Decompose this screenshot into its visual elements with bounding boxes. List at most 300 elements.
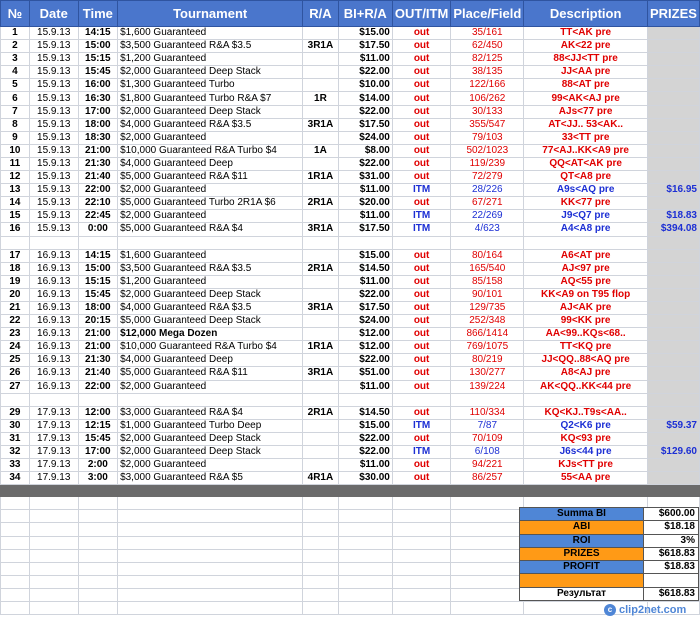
cell-out-itm[interactable]: out	[392, 288, 450, 301]
cell-time[interactable]: 3:00	[78, 472, 117, 485]
blank-cell[interactable]	[118, 236, 303, 249]
blank-cell[interactable]	[1, 236, 30, 249]
cell-tournament[interactable]: $4,000 Guaranteed Deep	[118, 354, 303, 367]
cell-prize[interactable]	[647, 406, 699, 419]
cell-description[interactable]: A9s<AQ pre	[524, 184, 648, 197]
cell-time[interactable]: 17:00	[78, 446, 117, 459]
cell-out-itm[interactable]: out	[392, 144, 450, 157]
cell-ra[interactable]	[303, 288, 338, 301]
cell-ra[interactable]: 2R1A	[303, 406, 338, 419]
cell-number[interactable]: 11	[1, 157, 30, 170]
cell-time[interactable]: 21:00	[78, 144, 117, 157]
empty-cell[interactable]	[392, 562, 450, 575]
cell-description[interactable]: A8<AJ pre	[524, 367, 648, 380]
cell-tournament[interactable]: $2,000 Guaranteed Deep Stack	[118, 432, 303, 445]
cell-time[interactable]: 0:00	[78, 223, 117, 236]
cell-buyin[interactable]: $12.00	[338, 328, 392, 341]
empty-cell[interactable]	[118, 602, 303, 615]
empty-cell[interactable]	[29, 523, 78, 536]
header-col-date[interactable]: Date	[29, 1, 78, 27]
cell-buyin[interactable]: $22.00	[338, 446, 392, 459]
cell-buyin[interactable]: $22.00	[338, 432, 392, 445]
cell-description[interactable]: JJ<QQ..88<AQ pre	[524, 354, 648, 367]
cell-date[interactable]: 15.9.13	[29, 53, 78, 66]
empty-cell[interactable]	[338, 523, 392, 536]
cell-place-field[interactable]: 866/1414	[451, 328, 524, 341]
cell-prize[interactable]	[647, 367, 699, 380]
cell-ra[interactable]: 2R1A	[303, 262, 338, 275]
empty-cell[interactable]	[451, 602, 524, 615]
cell-ra[interactable]: 2R1A	[303, 197, 338, 210]
cell-place-field[interactable]: 35/161	[451, 27, 524, 40]
cell-out-itm[interactable]: out	[392, 197, 450, 210]
cell-time[interactable]: 22:00	[78, 184, 117, 197]
cell-prize[interactable]	[647, 328, 699, 341]
cell-date[interactable]: 16.9.13	[29, 262, 78, 275]
cell-time[interactable]: 18:00	[78, 301, 117, 314]
cell-ra[interactable]	[303, 328, 338, 341]
cell-prize[interactable]	[647, 171, 699, 184]
cell-date[interactable]: 17.9.13	[29, 459, 78, 472]
cell-prize[interactable]	[647, 144, 699, 157]
cell-date[interactable]: 15.9.13	[29, 184, 78, 197]
cell-tournament[interactable]: $2,000 Guaranteed Deep Stack	[118, 446, 303, 459]
cell-out-itm[interactable]: out	[392, 27, 450, 40]
cell-buyin[interactable]: $14.00	[338, 92, 392, 105]
cell-place-field[interactable]: 22/269	[451, 210, 524, 223]
empty-cell[interactable]	[118, 575, 303, 588]
cell-prize[interactable]	[647, 118, 699, 131]
header-col-description[interactable]: Description	[524, 1, 648, 27]
cell-out-itm[interactable]: out	[392, 367, 450, 380]
cell-prize[interactable]	[647, 40, 699, 53]
blank-cell[interactable]	[29, 236, 78, 249]
cell-buyin[interactable]: $51.00	[338, 367, 392, 380]
cell-place-field[interactable]: 106/262	[451, 92, 524, 105]
cell-prize[interactable]	[647, 354, 699, 367]
cell-place-field[interactable]: 130/277	[451, 367, 524, 380]
blank-cell[interactable]	[338, 393, 392, 406]
empty-cell[interactable]	[118, 497, 303, 510]
cell-buyin[interactable]: $20.00	[338, 197, 392, 210]
cell-prize[interactable]	[647, 105, 699, 118]
cell-place-field[interactable]: 80/164	[451, 249, 524, 262]
empty-cell[interactable]	[392, 510, 450, 523]
empty-cell[interactable]	[29, 536, 78, 549]
cell-description[interactable]: J9<Q7 pre	[524, 210, 648, 223]
header-col-place-field[interactable]: Place/Field	[451, 1, 524, 27]
empty-cell[interactable]	[303, 549, 338, 562]
cell-time[interactable]: 16:30	[78, 92, 117, 105]
cell-description[interactable]: 88<JJ<TT pre	[524, 53, 648, 66]
cell-description[interactable]: AJ<AK pre	[524, 301, 648, 314]
blank-cell[interactable]	[647, 236, 699, 249]
cell-ra[interactable]	[303, 79, 338, 92]
cell-out-itm[interactable]: out	[392, 301, 450, 314]
cell-date[interactable]: 15.9.13	[29, 105, 78, 118]
cell-buyin[interactable]: $11.00	[338, 184, 392, 197]
blank-cell[interactable]	[451, 393, 524, 406]
cell-description[interactable]: 33<TT pre	[524, 131, 648, 144]
cell-number[interactable]: 20	[1, 288, 30, 301]
cell-out-itm[interactable]: out	[392, 262, 450, 275]
cell-date[interactable]: 17.9.13	[29, 419, 78, 432]
cell-place-field[interactable]: 7/87	[451, 419, 524, 432]
cell-number[interactable]: 30	[1, 419, 30, 432]
empty-cell[interactable]	[1, 562, 30, 575]
empty-cell[interactable]	[78, 575, 117, 588]
cell-prize[interactable]: $394.08	[647, 223, 699, 236]
cell-ra[interactable]: 4R1A	[303, 472, 338, 485]
cell-prize[interactable]: $16.95	[647, 184, 699, 197]
empty-cell[interactable]	[303, 602, 338, 615]
cell-place-field[interactable]: 94/221	[451, 459, 524, 472]
cell-date[interactable]: 15.9.13	[29, 157, 78, 170]
cell-place-field[interactable]: 769/1075	[451, 341, 524, 354]
cell-buyin[interactable]: $17.50	[338, 301, 392, 314]
cell-place-field[interactable]: 165/540	[451, 262, 524, 275]
empty-cell[interactable]	[118, 588, 303, 601]
cell-tournament[interactable]: $4,000 Guaranteed R&A $3.5	[118, 301, 303, 314]
cell-date[interactable]: 15.9.13	[29, 40, 78, 53]
cell-ra[interactable]: 3R1A	[303, 223, 338, 236]
cell-date[interactable]: 16.9.13	[29, 380, 78, 393]
cell-ra[interactable]: 3R1A	[303, 40, 338, 53]
cell-number[interactable]: 32	[1, 446, 30, 459]
cell-description[interactable]: JJ<AA pre	[524, 66, 648, 79]
cell-place-field[interactable]: 502/1023	[451, 144, 524, 157]
blank-cell[interactable]	[338, 236, 392, 249]
cell-ra[interactable]	[303, 432, 338, 445]
cell-place-field[interactable]: 6/108	[451, 446, 524, 459]
cell-date[interactable]: 15.9.13	[29, 171, 78, 184]
cell-tournament[interactable]: $2,000 Guaranteed Deep Stack	[118, 288, 303, 301]
cell-number[interactable]: 1	[1, 27, 30, 40]
cell-description[interactable]: 77<AJ..KK<A9 pre	[524, 144, 648, 157]
summary-value[interactable]: $618.83	[644, 547, 699, 560]
cell-out-itm[interactable]: out	[392, 66, 450, 79]
empty-cell[interactable]	[118, 536, 303, 549]
cell-out-itm[interactable]: out	[392, 249, 450, 262]
cell-number[interactable]: 18	[1, 262, 30, 275]
cell-prize[interactable]	[647, 301, 699, 314]
cell-time[interactable]: 21:40	[78, 367, 117, 380]
cell-tournament[interactable]: $5,000 Guaranteed R&A $11	[118, 171, 303, 184]
cell-tournament[interactable]: $5,000 Guaranteed R&A $11	[118, 367, 303, 380]
cell-ra[interactable]: 3R1A	[303, 118, 338, 131]
cell-time[interactable]: 15:00	[78, 262, 117, 275]
cell-time[interactable]: 21:30	[78, 157, 117, 170]
cell-prize[interactable]	[647, 249, 699, 262]
empty-cell[interactable]	[1, 549, 30, 562]
cell-description[interactable]: KQ<KJ..T9s<AA..	[524, 406, 648, 419]
summary-label[interactable]: PRIZES	[520, 547, 644, 560]
cell-buyin[interactable]: $17.50	[338, 118, 392, 131]
cell-tournament[interactable]: $2,000 Guaranteed	[118, 380, 303, 393]
empty-cell[interactable]	[1, 536, 30, 549]
cell-time[interactable]: 12:15	[78, 419, 117, 432]
cell-time[interactable]: 2:00	[78, 459, 117, 472]
cell-time[interactable]: 21:00	[78, 328, 117, 341]
cell-place-field[interactable]: 90/101	[451, 288, 524, 301]
cell-out-itm[interactable]: out	[392, 53, 450, 66]
cell-tournament[interactable]: $4,000 Guaranteed R&A $3.5	[118, 118, 303, 131]
cell-tournament[interactable]: $4,000 Guaranteed Deep	[118, 157, 303, 170]
blank-cell[interactable]	[1, 393, 30, 406]
cell-place-field[interactable]: 252/348	[451, 315, 524, 328]
cell-ra[interactable]	[303, 210, 338, 223]
cell-time[interactable]: 21:00	[78, 341, 117, 354]
cell-prize[interactable]	[647, 315, 699, 328]
cell-out-itm[interactable]: ITM	[392, 184, 450, 197]
cell-ra[interactable]	[303, 66, 338, 79]
cell-tournament[interactable]: $1,000 Guaranteed Turbo Deep	[118, 419, 303, 432]
empty-cell[interactable]	[338, 575, 392, 588]
cell-place-field[interactable]: 67/271	[451, 197, 524, 210]
cell-time[interactable]: 20:15	[78, 315, 117, 328]
cell-prize[interactable]	[647, 197, 699, 210]
cell-tournament[interactable]: $1,600 Guaranteed	[118, 27, 303, 40]
empty-cell[interactable]	[1, 497, 30, 510]
empty-cell[interactable]	[29, 602, 78, 615]
cell-description[interactable]: AJ<97 pre	[524, 262, 648, 275]
blank-cell[interactable]	[392, 236, 450, 249]
empty-cell[interactable]	[29, 562, 78, 575]
cell-tournament[interactable]: $5,000 Guaranteed Deep Stack	[118, 315, 303, 328]
cell-prize[interactable]	[647, 131, 699, 144]
cell-time[interactable]: 21:30	[78, 354, 117, 367]
empty-cell[interactable]	[338, 549, 392, 562]
empty-cell[interactable]	[392, 497, 450, 510]
cell-date[interactable]: 15.9.13	[29, 92, 78, 105]
cell-buyin[interactable]: $14.50	[338, 262, 392, 275]
empty-cell[interactable]	[303, 575, 338, 588]
cell-out-itm[interactable]: out	[392, 171, 450, 184]
cell-out-itm[interactable]: out	[392, 118, 450, 131]
cell-date[interactable]: 15.9.13	[29, 66, 78, 79]
cell-place-field[interactable]: 30/133	[451, 105, 524, 118]
empty-cell[interactable]	[78, 602, 117, 615]
cell-time[interactable]: 15:45	[78, 288, 117, 301]
cell-description[interactable]: KQ<93 pre	[524, 432, 648, 445]
empty-cell[interactable]	[78, 523, 117, 536]
cell-date[interactable]: 15.9.13	[29, 223, 78, 236]
cell-prize[interactable]	[647, 288, 699, 301]
cell-ra[interactable]	[303, 249, 338, 262]
cell-prize[interactable]	[647, 341, 699, 354]
cell-time[interactable]: 15:45	[78, 432, 117, 445]
cell-number[interactable]: 21	[1, 301, 30, 314]
cell-place-field[interactable]: 82/125	[451, 53, 524, 66]
summary-label[interactable]	[520, 574, 644, 587]
cell-number[interactable]: 23	[1, 328, 30, 341]
cell-ra[interactable]: 3R1A	[303, 367, 338, 380]
cell-buyin[interactable]: $11.00	[338, 53, 392, 66]
cell-description[interactable]: KK<A9 on T95 flop	[524, 288, 648, 301]
cell-buyin[interactable]: $22.00	[338, 66, 392, 79]
cell-buyin[interactable]: $22.00	[338, 157, 392, 170]
empty-cell[interactable]	[118, 562, 303, 575]
empty-cell[interactable]	[392, 602, 450, 615]
cell-prize[interactable]	[647, 262, 699, 275]
empty-cell[interactable]	[338, 497, 392, 510]
cell-ra[interactable]: 1R1A	[303, 341, 338, 354]
cell-prize[interactable]	[647, 27, 699, 40]
empty-cell[interactable]	[1, 510, 30, 523]
summary-value[interactable]: $18.83	[644, 561, 699, 574]
cell-time[interactable]: 22:45	[78, 210, 117, 223]
cell-prize[interactable]	[647, 92, 699, 105]
summary-label[interactable]: Summa BI	[520, 508, 644, 521]
cell-prize[interactable]	[647, 472, 699, 485]
cell-description[interactable]: AK<QQ..KK<44 pre	[524, 380, 648, 393]
cell-description[interactable]: 55<AA pre	[524, 472, 648, 485]
cell-out-itm[interactable]: out	[392, 157, 450, 170]
empty-cell[interactable]	[303, 497, 338, 510]
empty-cell[interactable]	[338, 562, 392, 575]
cell-time[interactable]: 15:00	[78, 40, 117, 53]
cell-time[interactable]: 16:00	[78, 79, 117, 92]
cell-number[interactable]: 27	[1, 380, 30, 393]
cell-place-field[interactable]: 86/257	[451, 472, 524, 485]
cell-buyin[interactable]: $12.00	[338, 341, 392, 354]
cell-ra[interactable]	[303, 315, 338, 328]
cell-number[interactable]: 10	[1, 144, 30, 157]
cell-number[interactable]: 29	[1, 406, 30, 419]
cell-time[interactable]: 21:40	[78, 171, 117, 184]
cell-tournament[interactable]: $2,000 Guaranteed	[118, 184, 303, 197]
summary-value[interactable]	[644, 574, 699, 587]
cell-number[interactable]: 3	[1, 53, 30, 66]
cell-buyin[interactable]: $31.00	[338, 171, 392, 184]
empty-cell[interactable]	[451, 549, 524, 562]
summary-label[interactable]: Результат	[520, 587, 644, 600]
cell-tournament[interactable]: $1,600 Guaranteed	[118, 249, 303, 262]
cell-place-field[interactable]: 38/135	[451, 66, 524, 79]
cell-tournament[interactable]: $10,000 Guaranteed R&A Turbo $4	[118, 144, 303, 157]
cell-buyin[interactable]: $14.50	[338, 406, 392, 419]
header-col-tournament[interactable]: Tournament	[118, 1, 303, 27]
cell-ra[interactable]	[303, 131, 338, 144]
cell-time[interactable]: 17:00	[78, 105, 117, 118]
cell-tournament[interactable]: $5,000 Guaranteed Turbo 2R1A $6	[118, 197, 303, 210]
cell-ra[interactable]	[303, 105, 338, 118]
cell-tournament[interactable]: $10,000 Guaranteed R&A Turbo $4	[118, 341, 303, 354]
cell-time[interactable]: 18:00	[78, 118, 117, 131]
header-col-out-itm[interactable]: OUT/ITM	[392, 1, 450, 27]
summary-label[interactable]: PROFIT	[520, 561, 644, 574]
cell-out-itm[interactable]: ITM	[392, 223, 450, 236]
cell-number[interactable]: 17	[1, 249, 30, 262]
empty-cell[interactable]	[392, 523, 450, 536]
cell-date[interactable]: 17.9.13	[29, 472, 78, 485]
cell-ra[interactable]	[303, 27, 338, 40]
empty-cell[interactable]	[451, 510, 524, 523]
cell-number[interactable]: 15	[1, 210, 30, 223]
empty-cell[interactable]	[303, 562, 338, 575]
cell-tournament[interactable]: $1,800 Guaranteed Turbo R&A $7	[118, 92, 303, 105]
cell-time[interactable]: 14:15	[78, 249, 117, 262]
cell-date[interactable]: 16.9.13	[29, 341, 78, 354]
cell-ra[interactable]	[303, 380, 338, 393]
cell-tournament[interactable]: $1,300 Guaranteed Turbo	[118, 79, 303, 92]
cell-number[interactable]: 2	[1, 40, 30, 53]
cell-description[interactable]: Q2<K6 pre	[524, 419, 648, 432]
cell-out-itm[interactable]: out	[392, 315, 450, 328]
empty-cell[interactable]	[118, 510, 303, 523]
cell-buyin[interactable]: $17.50	[338, 40, 392, 53]
cell-tournament[interactable]: $2,000 Guaranteed	[118, 131, 303, 144]
cell-tournament[interactable]: $3,500 Guaranteed R&A $3.5	[118, 40, 303, 53]
cell-out-itm[interactable]: out	[392, 105, 450, 118]
cell-ra[interactable]	[303, 157, 338, 170]
cell-buyin[interactable]: $11.00	[338, 459, 392, 472]
cell-buyin[interactable]: $11.00	[338, 380, 392, 393]
summary-value[interactable]: $618.83	[644, 587, 699, 600]
cell-description[interactable]: 99<AK<AJ pre	[524, 92, 648, 105]
empty-cell[interactable]	[78, 588, 117, 601]
empty-cell[interactable]	[451, 536, 524, 549]
empty-cell[interactable]	[29, 510, 78, 523]
cell-description[interactable]: KJs<TT pre	[524, 459, 648, 472]
cell-tournament[interactable]: $5,000 Guaranteed R&A $4	[118, 223, 303, 236]
cell-prize[interactable]: $18.83	[647, 210, 699, 223]
empty-cell[interactable]	[451, 562, 524, 575]
cell-out-itm[interactable]: ITM	[392, 419, 450, 432]
empty-cell[interactable]	[451, 497, 524, 510]
cell-buyin[interactable]: $17.50	[338, 223, 392, 236]
empty-cell[interactable]	[29, 549, 78, 562]
cell-description[interactable]: A4<A8 pre	[524, 223, 648, 236]
cell-tournament[interactable]: $3,000 Guaranteed R&A $5	[118, 472, 303, 485]
cell-date[interactable]: 16.9.13	[29, 367, 78, 380]
cell-place-field[interactable]: 122/166	[451, 79, 524, 92]
cell-date[interactable]: 15.9.13	[29, 27, 78, 40]
cell-description[interactable]: TT<KQ pre	[524, 341, 648, 354]
cell-place-field[interactable]: 110/334	[451, 406, 524, 419]
cell-out-itm[interactable]: out	[392, 40, 450, 53]
cell-prize[interactable]	[647, 459, 699, 472]
empty-cell[interactable]	[392, 588, 450, 601]
cell-buyin[interactable]: $11.00	[338, 275, 392, 288]
cell-time[interactable]: 15:45	[78, 66, 117, 79]
cell-time[interactable]: 22:10	[78, 197, 117, 210]
cell-date[interactable]: 16.9.13	[29, 328, 78, 341]
blank-cell[interactable]	[524, 236, 648, 249]
cell-date[interactable]: 17.9.13	[29, 432, 78, 445]
cell-date[interactable]: 16.9.13	[29, 354, 78, 367]
blank-cell[interactable]	[118, 393, 303, 406]
cell-time[interactable]: 14:15	[78, 27, 117, 40]
cell-tournament[interactable]: $2,000 Guaranteed Deep Stack	[118, 105, 303, 118]
cell-tournament[interactable]: $1,200 Guaranteed	[118, 53, 303, 66]
empty-cell[interactable]	[338, 536, 392, 549]
cell-buyin[interactable]: $11.00	[338, 210, 392, 223]
cell-ra[interactable]	[303, 354, 338, 367]
cell-ra[interactable]	[303, 459, 338, 472]
cell-buyin[interactable]: $15.00	[338, 419, 392, 432]
cell-out-itm[interactable]: out	[392, 380, 450, 393]
cell-number[interactable]: 33	[1, 459, 30, 472]
cell-buyin[interactable]: $22.00	[338, 105, 392, 118]
empty-cell[interactable]	[451, 588, 524, 601]
cell-description[interactable]: AJs<77 pre	[524, 105, 648, 118]
cell-time[interactable]: 18:30	[78, 131, 117, 144]
empty-cell[interactable]	[451, 575, 524, 588]
cell-place-field[interactable]: 62/450	[451, 40, 524, 53]
summary-value[interactable]: 3%	[644, 534, 699, 547]
cell-number[interactable]: 34	[1, 472, 30, 485]
